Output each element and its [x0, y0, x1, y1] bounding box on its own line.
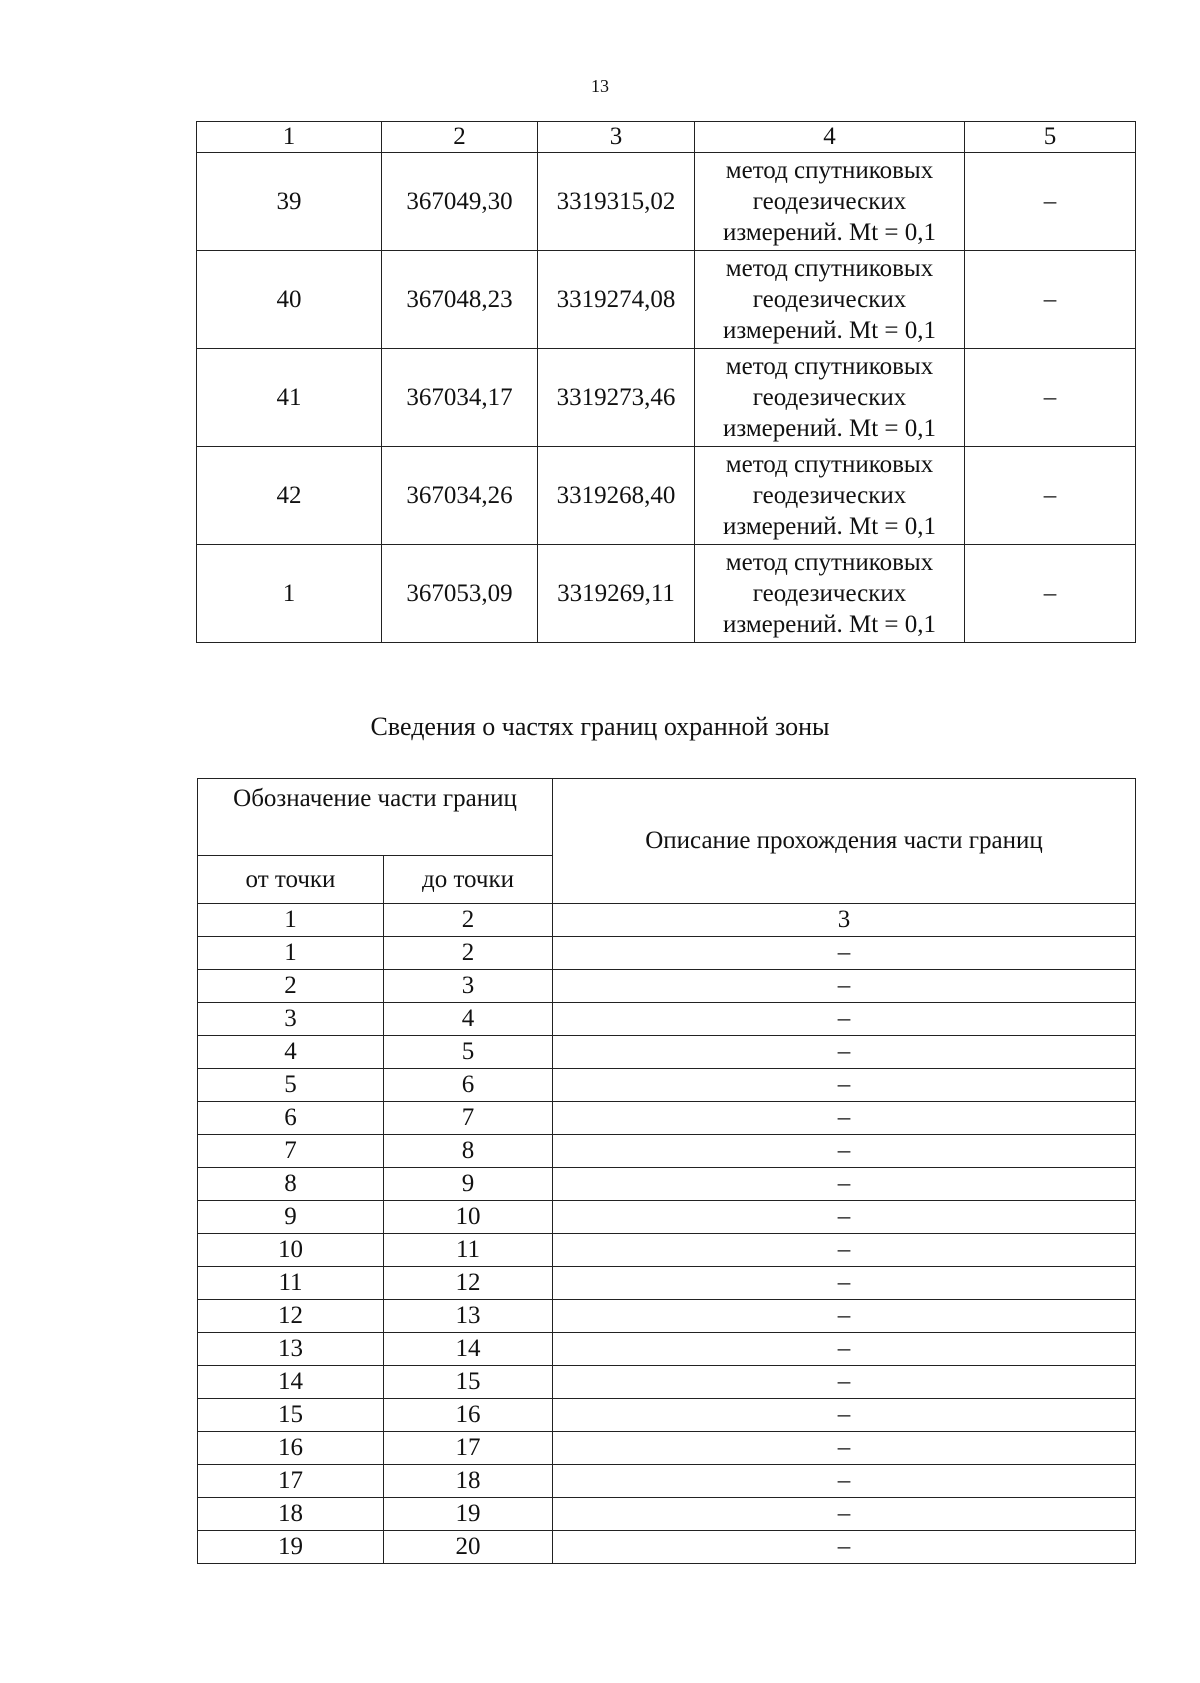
from-point-cell: 14	[198, 1366, 384, 1399]
from-point-cell: 18	[198, 1498, 384, 1531]
method-line: измерений. Mt = 0,1	[722, 611, 937, 638]
from-point-cell: 13	[198, 1333, 384, 1366]
to-point-cell: 4	[384, 1003, 553, 1036]
y-coordinate-cell: 3319274,08	[538, 251, 695, 349]
table-row	[197, 545, 1136, 643]
table-row	[198, 1498, 1136, 1531]
column-number-4: 4	[695, 122, 965, 153]
part-description-cell: –	[553, 1432, 1136, 1465]
column-number-3: 3	[538, 122, 695, 153]
to-point-header: до точки	[384, 856, 553, 904]
method-line: измерений. Mt = 0,1	[722, 219, 937, 246]
from-point-cell: 2	[198, 970, 384, 1003]
from-point-cell: 7	[198, 1135, 384, 1168]
to-point-cell: 14	[384, 1333, 553, 1366]
part-description-cell: –	[553, 1102, 1136, 1135]
description-cell: –	[965, 251, 1136, 349]
to-point-cell: 5	[384, 1036, 553, 1069]
x-coordinate-cell: 367053,09	[382, 545, 538, 643]
description-cell: –	[965, 447, 1136, 545]
method-cell	[695, 447, 965, 545]
parts-group-header: Обозначение части границ	[198, 779, 553, 856]
part-description-cell: –	[553, 1036, 1136, 1069]
method-line: метод спутниковых	[725, 353, 934, 380]
y-coordinate-cell: 3319268,40	[538, 447, 695, 545]
from-point-cell: 16	[198, 1432, 384, 1465]
table-row	[198, 1267, 1136, 1300]
page-number: 13	[591, 76, 609, 96]
column-number-1: 1	[197, 122, 382, 153]
part-description-cell: –	[553, 1465, 1136, 1498]
table-row	[198, 1168, 1136, 1201]
to-point-cell: 10	[384, 1201, 553, 1234]
x-coordinate-cell: 367049,30	[382, 153, 538, 251]
column-number-5: 5	[965, 122, 1136, 153]
table-row	[198, 1300, 1136, 1333]
method-line: метод спутниковых	[725, 157, 934, 184]
numbering-cell: 1	[198, 904, 384, 937]
table-row	[198, 970, 1136, 1003]
method-line: метод спутниковых	[725, 451, 934, 478]
table-row	[198, 1333, 1136, 1366]
y-coordinate-cell: 3319269,11	[538, 545, 695, 643]
part-description-cell: –	[553, 1366, 1136, 1399]
coordinates-header-row	[197, 122, 1136, 153]
from-point-cell: 3	[198, 1003, 384, 1036]
part-description-cell: –	[553, 1399, 1136, 1432]
table-row	[197, 251, 1136, 349]
table-row	[198, 1069, 1136, 1102]
part-description-cell: –	[553, 937, 1136, 970]
to-point-cell: 9	[384, 1168, 553, 1201]
table-row	[198, 1003, 1136, 1036]
from-point-cell: 17	[198, 1465, 384, 1498]
table-row	[198, 1432, 1136, 1465]
table-row	[198, 1201, 1136, 1234]
part-description-cell: –	[553, 1003, 1136, 1036]
table-row	[198, 937, 1136, 970]
point-number-cell: 42	[197, 447, 382, 545]
method-line: геодезических	[752, 384, 907, 411]
from-point-header: от точки	[198, 856, 384, 904]
table-row	[198, 1531, 1136, 1564]
from-point-cell: 12	[198, 1300, 384, 1333]
from-point-cell: 19	[198, 1531, 384, 1564]
table-row	[198, 1036, 1136, 1069]
point-number-cell: 1	[197, 545, 382, 643]
method-line: геодезических	[752, 580, 907, 607]
table-row	[198, 1135, 1136, 1168]
y-coordinate-cell: 3319273,46	[538, 349, 695, 447]
table-row	[198, 1234, 1136, 1267]
to-point-cell: 19	[384, 1498, 553, 1531]
x-coordinate-cell: 367048,23	[382, 251, 538, 349]
to-point-cell: 17	[384, 1432, 553, 1465]
method-cell	[695, 545, 965, 643]
method-line: измерений. Mt = 0,1	[722, 317, 937, 344]
part-description-cell: –	[553, 1201, 1136, 1234]
point-number-cell: 39	[197, 153, 382, 251]
numbering-cell: 3	[553, 904, 1136, 937]
point-number-cell: 40	[197, 251, 382, 349]
coordinates-table	[196, 121, 1136, 643]
description-cell: –	[965, 545, 1136, 643]
table-row	[197, 349, 1136, 447]
part-description-cell: –	[553, 1069, 1136, 1102]
to-point-cell: 18	[384, 1465, 553, 1498]
method-line: геодезических	[752, 286, 907, 313]
to-point-cell: 15	[384, 1366, 553, 1399]
description-cell: –	[965, 153, 1136, 251]
part-description-cell: –	[553, 1300, 1136, 1333]
method-cell	[695, 153, 965, 251]
part-description-cell: –	[553, 1333, 1136, 1366]
boundary-parts-table	[197, 778, 1136, 1564]
method-line: измерений. Mt = 0,1	[722, 415, 937, 442]
section-title: Сведения о частях границ охранной зоны	[370, 712, 830, 741]
from-point-cell: 10	[198, 1234, 384, 1267]
part-description-cell: –	[553, 1135, 1136, 1168]
parts-numbering-row	[198, 904, 1136, 937]
part-description-cell: –	[553, 1168, 1136, 1201]
from-point-cell: 8	[198, 1168, 384, 1201]
from-point-cell: 15	[198, 1399, 384, 1432]
part-description-cell: –	[553, 1267, 1136, 1300]
table-row	[198, 1399, 1136, 1432]
from-point-cell: 1	[198, 937, 384, 970]
point-number-cell: 41	[197, 349, 382, 447]
parts-header-row	[198, 779, 1136, 856]
description-cell: –	[965, 349, 1136, 447]
to-point-cell: 6	[384, 1069, 553, 1102]
table-row	[198, 1366, 1136, 1399]
method-line: геодезических	[752, 188, 907, 215]
x-coordinate-cell: 367034,26	[382, 447, 538, 545]
from-point-cell: 9	[198, 1201, 384, 1234]
method-line: измерений. Mt = 0,1	[722, 513, 937, 540]
column-number-2: 2	[382, 122, 538, 153]
from-point-cell: 11	[198, 1267, 384, 1300]
to-point-cell: 20	[384, 1531, 553, 1564]
part-description-cell: –	[553, 970, 1136, 1003]
from-point-cell: 6	[198, 1102, 384, 1135]
to-point-cell: 2	[384, 937, 553, 970]
to-point-cell: 8	[384, 1135, 553, 1168]
method-cell	[695, 251, 965, 349]
to-point-cell: 3	[384, 970, 553, 1003]
numbering-cell: 2	[384, 904, 553, 937]
part-description-cell: –	[553, 1498, 1136, 1531]
x-coordinate-cell: 367034,17	[382, 349, 538, 447]
method-line: метод спутниковых	[725, 255, 934, 282]
to-point-cell: 7	[384, 1102, 553, 1135]
part-description-cell: –	[553, 1234, 1136, 1267]
method-line: метод спутниковых	[725, 549, 934, 576]
parts-description-header: Описание прохождения части границ	[553, 779, 1136, 904]
table-row	[198, 1102, 1136, 1135]
to-point-cell: 12	[384, 1267, 553, 1300]
table-row	[197, 153, 1136, 251]
from-point-cell: 4	[198, 1036, 384, 1069]
part-description-cell: –	[553, 1531, 1136, 1564]
method-cell	[695, 349, 965, 447]
method-line: геодезических	[752, 482, 907, 509]
table-row	[198, 1465, 1136, 1498]
to-point-cell: 11	[384, 1234, 553, 1267]
to-point-cell: 13	[384, 1300, 553, 1333]
to-point-cell: 16	[384, 1399, 553, 1432]
from-point-cell: 5	[198, 1069, 384, 1102]
table-row	[197, 447, 1136, 545]
y-coordinate-cell: 3319315,02	[538, 153, 695, 251]
